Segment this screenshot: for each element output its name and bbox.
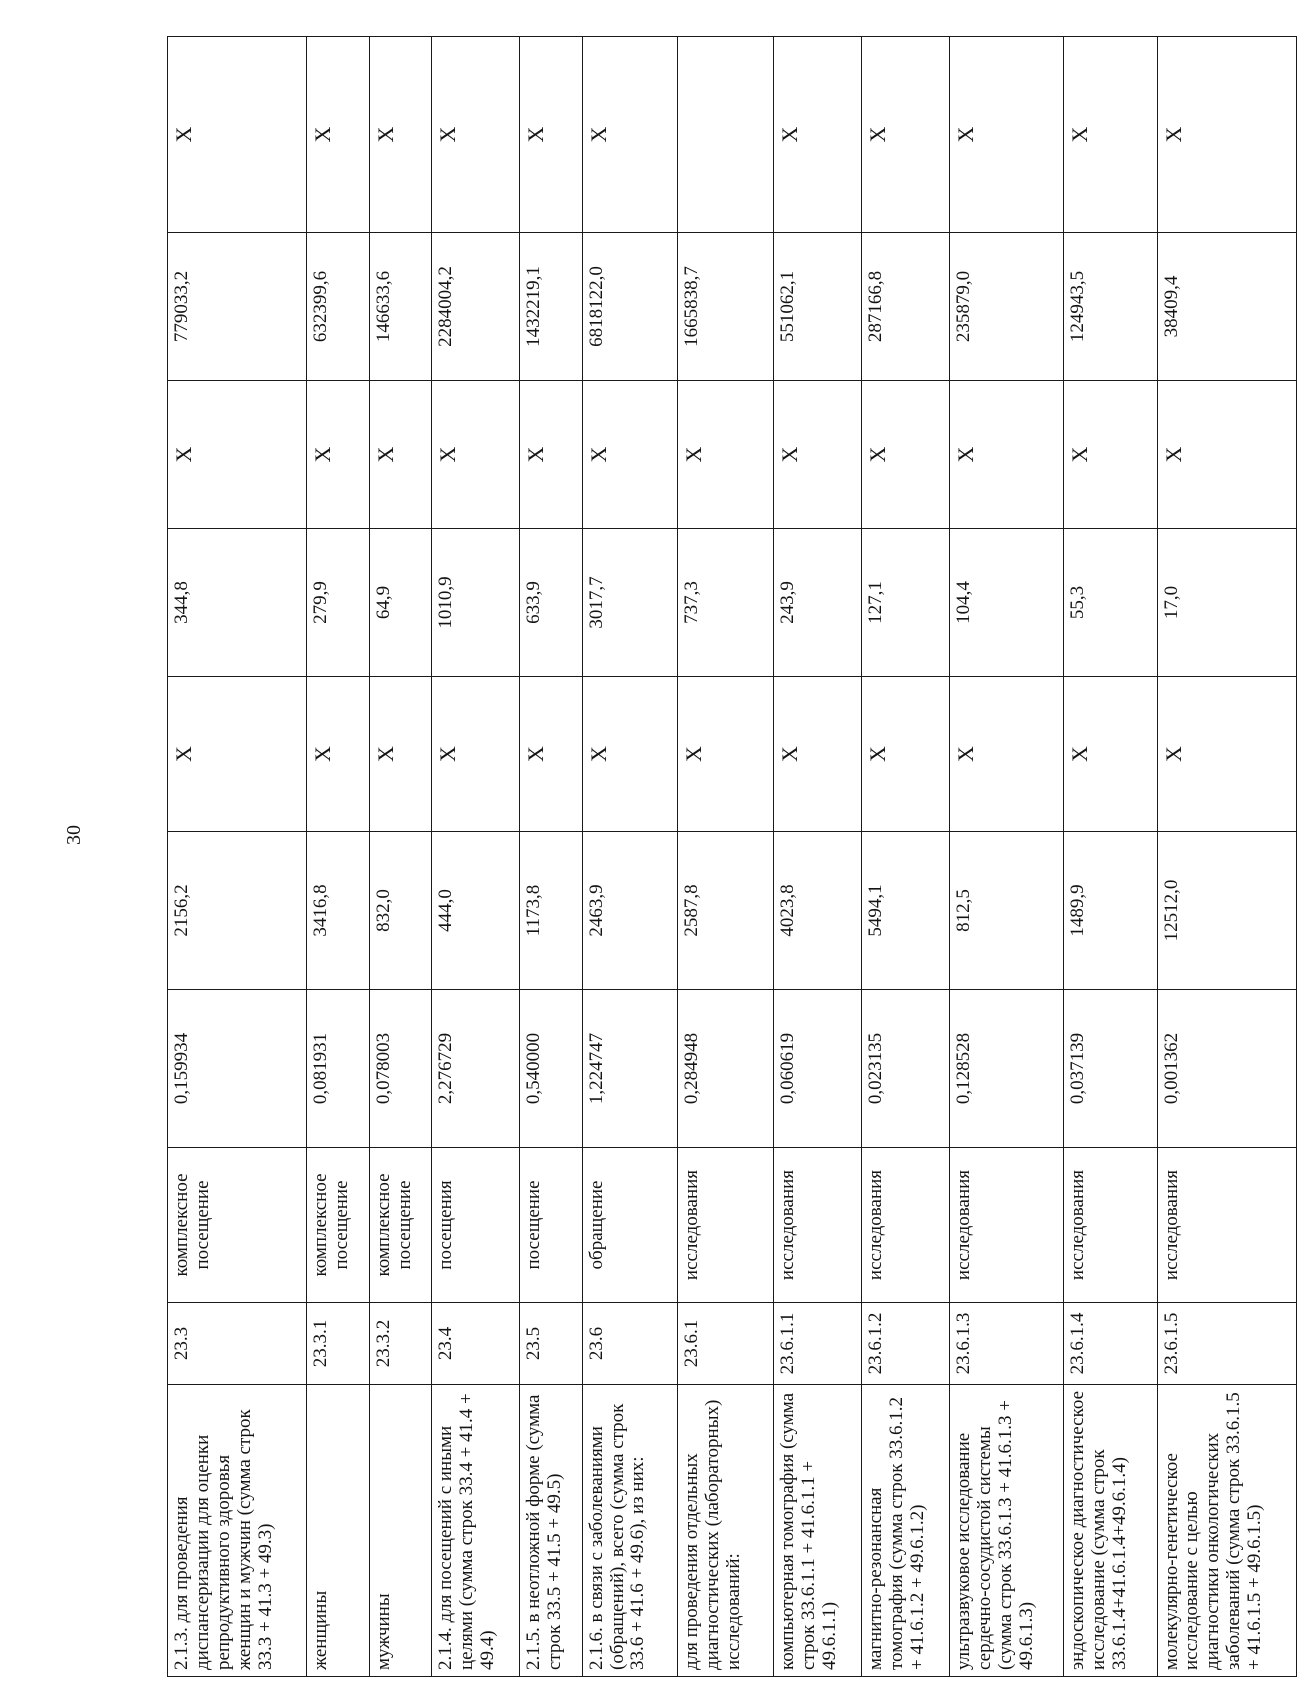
row-unit: исследования [1064, 1148, 1157, 1303]
row-unit: исследования [862, 1148, 950, 1303]
row-total-value: 779033,2 [168, 233, 307, 381]
row-cost-value: 1489,9 [1064, 832, 1157, 990]
row-code: 23.3.2 [369, 1303, 431, 1385]
financing-table [167, 36, 1297, 1677]
row-unit: комплексное посещение [307, 1148, 369, 1303]
row-code: 23.6.1.5 [1157, 1303, 1296, 1385]
row-unit: комплексное посещение [369, 1148, 431, 1303]
row-cost-value: 2587,8 [678, 832, 774, 990]
row-mark-cell: X [369, 677, 431, 832]
row-cost-value: 812,5 [950, 832, 1064, 990]
row-mark-cell: X [432, 37, 520, 233]
table-row [862, 37, 950, 1677]
row-norm-value: 0,001362 [1157, 990, 1296, 1148]
row-per-capita-value: 55,3 [1064, 529, 1157, 677]
row-mark-cell: X [774, 37, 862, 233]
row-mark-cell: X [1064, 381, 1157, 529]
table-row [432, 37, 520, 1677]
row-mark-cell: X [520, 37, 582, 233]
row-total-value: 6818122,0 [582, 233, 678, 381]
row-label: компьютерная томография (сумма строк 33.6.1.1 + 41.6.1.1 + 49.6.1.1) [774, 1385, 862, 1677]
row-label: магнитно-резонансная томография (сумма строк 33.6.1.2 + 41.6.1.2 + 49.6.1.2) [862, 1385, 950, 1677]
row-mark-cell: X [168, 37, 307, 233]
row-per-capita-value: 104,4 [950, 529, 1064, 677]
row-norm-value: 0,284948 [678, 990, 774, 1148]
row-mark-cell: X [774, 381, 862, 529]
row-per-capita-value: 279,9 [307, 529, 369, 677]
table-row [774, 37, 862, 1677]
row-mark-cell: X [678, 381, 774, 529]
row-mark-cell: X [862, 37, 950, 233]
row-total-value: 287166,8 [862, 233, 950, 381]
row-mark-cell: X [307, 381, 369, 529]
row-per-capita-value: 243,9 [774, 529, 862, 677]
row-label: молекулярно-генетическое исследование с целью диагностики онкологических заболеваний (сумма строк 33.6.1.5 + 41.6.1.5 + 49.6.1.5) [1157, 1385, 1296, 1677]
row-norm-value: 0,037139 [1064, 990, 1157, 1148]
row-unit: обращение [582, 1148, 678, 1303]
table-row [369, 37, 431, 1677]
row-mark-cell: X [307, 677, 369, 832]
row-mark-cell: X [1157, 677, 1296, 832]
row-cost-value: 2156,2 [168, 832, 307, 990]
row-mark-cell: X [432, 677, 520, 832]
row-mark-cell: X [582, 37, 678, 233]
row-label: ультразвуковое исследование сердечно-сосудистой системы (сумма строк 33.6.1.3 + 41.6.1.3 + 49.6.1.3) [950, 1385, 1064, 1677]
row-mark-cell: X [582, 381, 678, 529]
row-code: 23.4 [432, 1303, 520, 1385]
row-total-value: 124943,5 [1064, 233, 1157, 381]
row-norm-value: 0,023135 [862, 990, 950, 1148]
row-norm-value: 0,060619 [774, 990, 862, 1148]
row-cost-value: 1173,8 [520, 832, 582, 990]
row-mark-cell: X [862, 677, 950, 832]
row-cost-value: 832,0 [369, 832, 431, 990]
row-code: 23.6.1.1 [774, 1303, 862, 1385]
table-row [168, 37, 307, 1677]
table-row [1157, 37, 1296, 1677]
row-per-capita-value: 3017,7 [582, 529, 678, 677]
row-per-capita-value: 344,8 [168, 529, 307, 677]
row-norm-value: 2,276729 [432, 990, 520, 1148]
row-mark-cell: X [520, 677, 582, 832]
row-label: мужчины [369, 1385, 431, 1677]
row-cost-value: 3416,8 [307, 832, 369, 990]
row-per-capita-value: 737,3 [678, 529, 774, 677]
row-code: 23.3.1 [307, 1303, 369, 1385]
row-total-value: 38409,4 [1157, 233, 1296, 381]
row-label: 2.1.5. в неотложной форме (сумма строк 33.5 + 41.5 + 49.5) [520, 1385, 582, 1677]
row-mark-cell: X [369, 37, 431, 233]
row-total-value: 551062,1 [774, 233, 862, 381]
row-mark-cell: X [582, 677, 678, 832]
row-code: 23.6.1.2 [862, 1303, 950, 1385]
row-cost-value: 4023,8 [774, 832, 862, 990]
row-mark-cell: X [950, 677, 1064, 832]
row-code: 23.6.1.3 [950, 1303, 1064, 1385]
row-total-value: 1665838,7 [678, 233, 774, 381]
table-row [520, 37, 582, 1677]
row-unit: исследования [950, 1148, 1064, 1303]
row-total-value: 1432219,1 [520, 233, 582, 381]
table-row [1064, 37, 1157, 1677]
row-per-capita-value: 1010,9 [432, 529, 520, 677]
table-row [950, 37, 1064, 1677]
row-label: женщины [307, 1385, 369, 1677]
row-mark-cell: X [950, 37, 1064, 233]
row-code: 23.3 [168, 1303, 307, 1385]
row-norm-value: 0,081931 [307, 990, 369, 1148]
row-unit: комплексное посещение [168, 1148, 307, 1303]
row-label: для проведения отдельных диагностических (лабораторных) исследований: [678, 1385, 774, 1677]
row-unit: посещение [520, 1148, 582, 1303]
row-unit: посещения [432, 1148, 520, 1303]
row-code: 23.6.1 [678, 1303, 774, 1385]
row-mark-cell: X [307, 37, 369, 233]
row-per-capita-value: 633,9 [520, 529, 582, 677]
table-row [307, 37, 369, 1677]
row-mark-cell: X [774, 677, 862, 832]
row-total-value: 235879,0 [950, 233, 1064, 381]
row-mark-cell: X [369, 381, 431, 529]
row-code: 23.5 [520, 1303, 582, 1385]
row-total-value: 2284004,2 [432, 233, 520, 381]
row-total-value: 146633,6 [369, 233, 431, 381]
row-label: 2.1.4. для посещений с иными целями (сумма строк 33.4 + 41.4 + 49.4) [432, 1385, 520, 1677]
row-per-capita-value: 127,1 [862, 529, 950, 677]
row-norm-value: 1,224747 [582, 990, 678, 1148]
row-norm-value: 0,159934 [168, 990, 307, 1148]
row-norm-value: 0,078003 [369, 990, 431, 1148]
row-unit: исследования [1157, 1148, 1296, 1303]
row-cost-value: 5494,1 [862, 832, 950, 990]
row-per-capita-value: 64,9 [369, 529, 431, 677]
row-mark-cell: X [678, 677, 774, 832]
row-cost-value: 444,0 [432, 832, 520, 990]
row-mark-cell: X [1157, 381, 1296, 529]
row-mark-cell: X [168, 381, 307, 529]
row-mark-cell: X [432, 381, 520, 529]
row-mark-cell: X [1064, 677, 1157, 832]
row-label: 2.1.6. в связи с заболеваниями (обращений), всего (сумма строк 33.6 + 41.6 + 49.6), из них: [582, 1385, 678, 1677]
row-norm-value: 0,128528 [950, 990, 1064, 1148]
row-norm-value: 0,540000 [520, 990, 582, 1148]
row-mark-cell: X [1064, 37, 1157, 233]
row-mark-cell: X [862, 381, 950, 529]
row-cost-value: 12512,0 [1157, 832, 1296, 990]
row-per-capita-value: 17,0 [1157, 529, 1296, 677]
row-mark-cell: X [950, 381, 1064, 529]
row-unit: исследования [774, 1148, 862, 1303]
row-unit: исследования [678, 1148, 774, 1303]
page-number: 30 [63, 825, 85, 845]
table-row [582, 37, 678, 1677]
row-code: 23.6 [582, 1303, 678, 1385]
row-mark-cell [678, 37, 774, 233]
row-total-value: 632399,6 [307, 233, 369, 381]
row-label: 2.1.3. для проведения диспансеризации для оценки репродуктивного здоровья женщин и мужчин (сумма строк 33.3 + 41.3 + 49.3) [168, 1385, 307, 1677]
row-code: 23.6.1.4 [1064, 1303, 1157, 1385]
row-mark-cell: X [168, 677, 307, 832]
row-mark-cell: X [520, 381, 582, 529]
row-cost-value: 2463,9 [582, 832, 678, 990]
row-label: эндоскопическое диагностическое исследование (сумма строк 33.6.1.4+41.6.1.4+49.6.1.4) [1064, 1385, 1157, 1677]
row-mark-cell: X [1157, 37, 1296, 233]
table-row [678, 37, 774, 1677]
